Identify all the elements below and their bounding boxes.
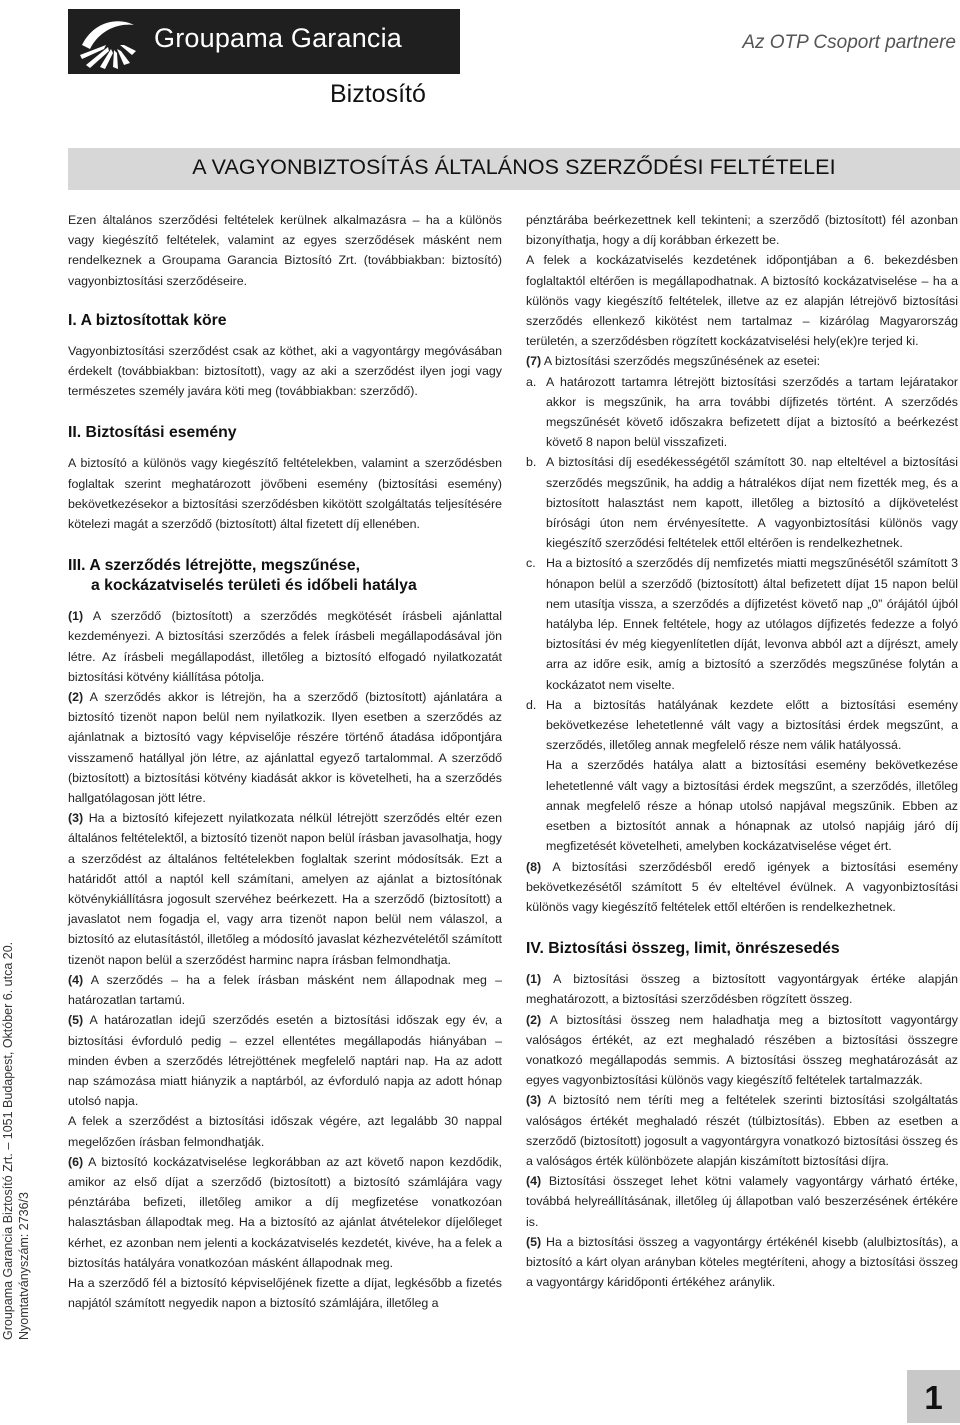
list-text: Ha a biztosító a szerződés díj nemfizetés miatti megszűnésétől számított 3 hónapon belül a szerződő (biztosított) által befizetett díjat 15 napon belül nem utasítja vissza, a szerződés a díjfizetést követő nap „0” órájától újból hatályba lép. Ennek feltétele, hogy az utólagos díjfizetés fedezze a folyó biztosítási év még kiegyenlítetlen díját, levonva abból azt a díjrészt, amely arra az időre esik, amíg a biztosító a szerződés megszűnése folytán a kockázatot nem viselte.: [546, 556, 958, 692]
clause-number: (7): [526, 354, 542, 369]
list-text: Ha a biztosítás hatályának kezdete előtt a biztosítási esemény bekövetkezése lehetetlenné vált vagy a biztosítási érdek megszűnt, a szerződés, illetőleg annak megfelelő része nem válik hatályossá.: [546, 697, 958, 753]
clause-number: (5): [68, 1013, 84, 1028]
clause-number: (2): [68, 690, 84, 705]
list-marker: c.: [526, 556, 536, 571]
clause-4-3: [526, 1090, 958, 1171]
side-imprint: [0, 900, 38, 1340]
clause-number: (3): [526, 1093, 542, 1108]
document-title: A VAGYONBIZTOSÍTÁS ÁLTALÁNOS SZERZŐDÉSI FELTÉTELEI: [192, 155, 836, 179]
clause-text: A biztosítási összeg a biztosított vagyontárgyak értéke alapján meghatározott, a biztosítási szerződésben rögzített összeg.: [526, 972, 958, 1007]
clause-number: (1): [526, 972, 542, 987]
section-3-heading-line-2: a kockázatviselés területi és időbeli hatálya: [91, 577, 417, 595]
clause-3-6-territory: A felek a kockázatviselés kezdetének időpontjában a 6. bekezdésben foglaltaktól eltérően is megállapodhatnak. A biztosító kockázatviselése – ha a különös vagy kiegészítő feltételek, illetve az ez alapján létrejövő biztosítási szerződés ellenkező kikötést nem tartalmaz – kizárólag Magyarország területén, a szerződésben rögzített kockázatviselési hely(ek)re terjed ki.: [526, 253, 958, 349]
clause-4-5: [526, 1232, 958, 1293]
clause-number: (4): [68, 972, 84, 987]
side-imprint-form-number: Nyomtatványszám: 2736/3: [17, 1192, 31, 1340]
clause-3-4: [68, 970, 502, 1010]
clause-text: Biztosítási összeget lehet kötni valamely vagyontárgy várható értéke, továbbá helyreállításának, illetőleg új állapotban való beszerzésének értékére is.: [526, 1174, 958, 1229]
clause-3-2: [68, 687, 502, 808]
section-1-text: Vagyonbiztosítási szerződést csak az köthet, aki a vagyontárgy megóvásában érdekelt (továbbiakban: biztosított), vagy az aki a szerződést ilyen jogi vagy természetes személy javára köti meg (továbbiakban: szerződő).: [68, 343, 502, 399]
partner-tagline: Az OTP Csoport partnere: [742, 32, 956, 53]
clause-3-1: [68, 606, 502, 687]
clause-text: A biztosítási szerződésből eredő igények a biztosítási esemény bekövetkezésétől számított 5 év elteltével évülnek. A vagyonbiztosítási különös vagy kiegészítő feltételek ettől eltérően is rendelkezhetnek.: [526, 859, 958, 914]
clause-text: A szerződés – ha a felek írásban másként nem állapodnak meg – határozatlan tartamú.: [68, 972, 502, 1008]
list-text: A határozott tartamra létrejött biztosítási szerződés a tartam lejáratakor akkor is megszűnik, ha arra további díjfizetés történt. A szerződés megszűnését követő időszakra befizetett díjat a biztosító a beérkezést követő 8 napon belül visszafizeti.: [546, 374, 958, 450]
list-marker: b.: [526, 455, 537, 470]
title-band: [68, 148, 960, 190]
clause-text: A biztosítási összeg nem haladhatja meg a biztosított vagyontárgy valóságos értékét, az ezt meghaladó részében a biztosítási összegre vonatkozó megállapodás semmis. A biztosítási összeg meghatározását az egyes vagyonbiztosítási különös vagy kiegészítő feltételek tartalmazzák.: [526, 1012, 958, 1088]
clause-text: Ha a biztosító kifejezett nyilatkozata nélkül létrejött szerződés eltér ezen általános feltételektől, a biztosító tizenöt napon belül írásban javasolhatja, hogy a szerződést az általános feltételekben foglaltak szerint módosítsák. Ezt a határidőt attól a naptól kell számítani, amelyen az ajánlat a biztosítónak kötvénykiállításra jogosult szervéhez beérkezett. Ha a szerződő (biztosított) a javaslatot nem fogadja el, vagy arra tizenöt napon belül nem válaszol, a biztosító az elutasítástól, illetőleg a módosító javaslat kézhezvételétől számított tizenöt napon belül a szerződést harminc napra írásban felmondhatja.: [68, 811, 502, 967]
company-logo: [68, 9, 460, 74]
clause-number: (5): [526, 1234, 542, 1249]
clause-3-5: [68, 1010, 502, 1111]
clause-text: Ha a biztosítási összeg a vagyontárgy értékénél kisebb (alulbiztosítás), a biztosító a kárt olyan arányban köteles megtéríteni, ahogy a biztosítási összeg a vagyontárgy káridőponti értékéhez aránylik.: [526, 1234, 958, 1290]
section-3-heading-line-1: III. A szerződés létrejötte, megszűnése,: [68, 557, 361, 575]
clause-3-6-continued: pénztárába beérkezettnek kell tekinteni; a szerződő (biztosított) fél azonban bizonyíthatja, hogy a díj korábban érkezett be.: [526, 213, 958, 248]
clause-4-4: [526, 1171, 958, 1232]
termination-case-c: [526, 553, 958, 694]
logo-text: Groupama Garancia: [154, 23, 403, 53]
clause-text: A szerződés akkor is létrejön, ha a szerződő (biztosított) ajánlatára a biztosító tizenöt napon belül nem nyilatkozik. Ilyen esetben a szerződés az ajánlatnak a biztosító vagy képviselője részére történő átadása időpontjára visszamenő hatállyal jön létre, az ajánlattal egyező tartalommal. A szerződő (biztosított) a biztosítási kötvény kiadását akkor is követelheti, ha a szerződés hallgatólagosan jött létre.: [68, 690, 502, 806]
clause-text: A szerződő (biztosított) a szerződés megkötését írásbeli ajánlattal kezdeményezi. A biztosítási szerződés a felek írásbeli megállapodásával jön létre. Az írásbeli megállapodást, illetőleg a biztosító elfogadó nyilatkozatát biztosítási kötvény kiállítása pótolja.: [68, 609, 502, 684]
brand-subtitle: Biztosító: [330, 80, 426, 108]
page-number: 1: [907, 1370, 960, 1423]
list-text: A biztosítási díj esedékességétől számított 30. nap elteltével a biztosítási szerződés megszűnik, ha addig a hátralékos díjat nem fizették meg, és a biztosított halasztást nem kapott, illetőleg a biztosító a díjkövetelést bírósági úton nem érvényesítette. A vagyonbiztosítási különös vagy kiegészítő szerződési feltételek ettől eltérően is rendelkezhetnek.: [546, 455, 958, 551]
right-column: [526, 210, 958, 1292]
clause-3-3: [68, 808, 502, 970]
clause-4-1: [526, 969, 958, 1009]
clause-3-5-notice: A felek a szerződést a biztosítási időszak végére, azt legalább 30 nappal megelőzően írásban felmondhatják.: [68, 1114, 502, 1149]
termination-case-d-continued: Ha a szerződés hatálya alatt a biztosítási esemény bekövetkezése lehetetlenné vált vagy a biztosítási érdek megszűnt, a szerződés, illetőleg annak megfelelő része a hónap utolsó napjával megszűnik. Ebben az esetben a biztosítót annak a hónapnak az utolsó napjáig járó díj megfizetését követelheti, amelyben kockázatviselése véget ért.: [546, 758, 958, 854]
left-column: [68, 210, 502, 1313]
termination-case-b: [526, 452, 958, 553]
groupama-logo-mark-icon: [76, 15, 136, 69]
section-3-heading: [68, 556, 502, 596]
clause-number: (2): [526, 1012, 542, 1027]
termination-case-d: [526, 695, 958, 756]
clause-number: (8): [526, 859, 542, 874]
clause-text: A határozatlan idejű szerződés esetén a biztosítási időszak egy év, a biztosítási évforduló pedig – ezzel ellentétes megállapodás hiányában – minden évben a szerződés létrejöttének megfelelő naptári nap. Ha az adott nap számozása miatt hiányzik a naptárból, az évforduló napja az adott hónap utolsó napja.: [68, 1013, 502, 1109]
section-4-heading: IV. Biztosítási összeg, limit, önrészesedés: [526, 940, 840, 958]
list-marker: a.: [526, 374, 537, 389]
list-marker: d.: [526, 697, 537, 712]
intro-paragraph: Ezen általános szerződési feltételek kerülnek alkalmazásra – ha a különös vagy kiegészítő feltételek, valamint az egyes szerződések másként nem rendelkeznek a Groupama Garancia Biztosító Zrt. (továbbiakban: biztosító) vagyonbiztosítási szerződéseire.: [68, 213, 502, 288]
clause-number: (3): [68, 811, 84, 826]
clause-text: A biztosító kockázatviselése legkorábban az azt követő napon kezdődik, amikor az első díjat a szerződő (biztosított) a biztosító számlájára vagy pénztárába befizeti, illetőleg amikor a díj megfizetése vonatkozóan halasztásban állapodtak meg. Ha a biztosító az ajánlat átvételekor díjelőleget kérhet, ez azonban nem jelenti a kockázatviselés kezdetét, kivéve, ha a felek a biztosítás hatályára vonatkozóan másként állapodnak meg.: [68, 1154, 502, 1270]
section-2-heading: II. Biztosítási esemény: [68, 424, 237, 442]
termination-case-a: [526, 372, 958, 453]
clause-number: (1): [68, 609, 84, 624]
section-2-text: A biztosító a különös vagy kiegészítő feltételekben, valamint a szerződésben foglaltak szerint meghatározott jövőbeni esemény (biztosítási esemény) bekövetkezésekor a biztosítási szerződésben kikötött szolgáltatás teljesítésére kötelezi magát a szerződő (biztosított) által fizetett díj ellenében.: [68, 456, 502, 532]
clause-3-7: [526, 351, 958, 371]
section-1-heading: I. A biztosítottak köre: [68, 311, 227, 329]
clause-3-6-payment: Ha a szerződő fél a biztosító képviselőjének fizette a díjat, legkésőbb a fizetés napjától számított negyedik napon a biztosító számlájára, illetőleg a: [68, 1275, 502, 1311]
clause-3-6: [68, 1152, 502, 1273]
clause-4-2: [526, 1010, 958, 1091]
clause-number: (4): [526, 1174, 542, 1189]
side-imprint-address: Groupama Garancia Biztosító Zrt. – 1051 Budapest, Október 6. utca 20.: [1, 941, 15, 1340]
clause-3-8: [526, 857, 958, 918]
clause-number: (6): [68, 1154, 84, 1169]
clause-text: A biztosítási szerződés megszűnésének az esetei:: [543, 354, 821, 369]
clause-text: A biztosító nem téríti meg a feltételek szerinti biztosítási szolgáltatás valóságos értékét meghaladó részét (túlbiztosítás). Ebben az esetben a szerződő (biztosított) jogosult a vagyontárgyra vonatkozó biztosítási összeg és a valóságos érték különbözete alapján kiszámított biztosítási díjra.: [526, 1093, 958, 1168]
